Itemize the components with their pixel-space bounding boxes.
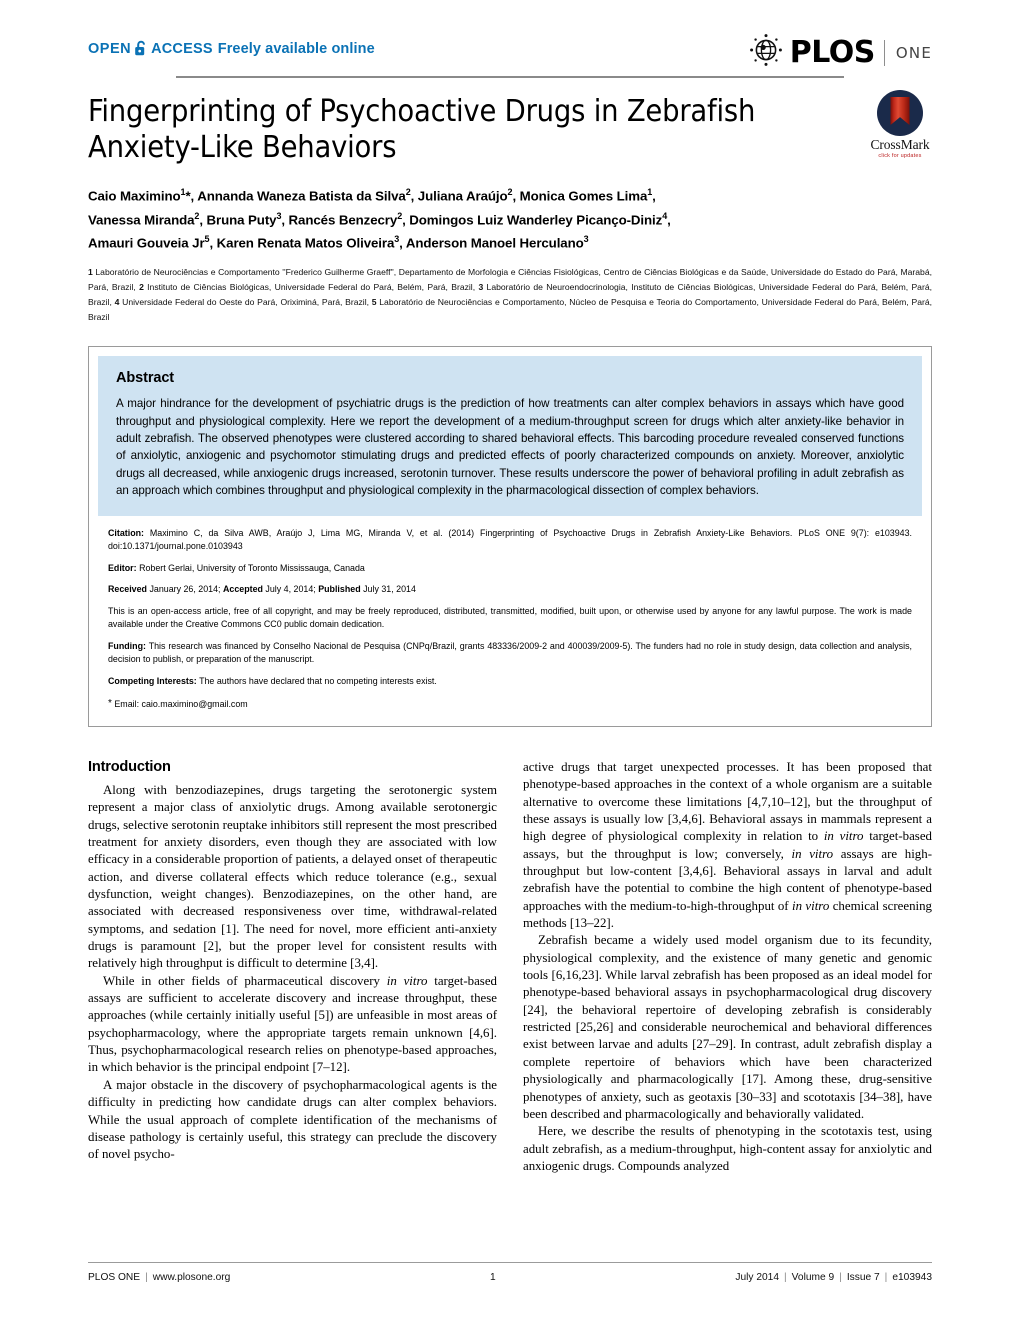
received-label: Received [108, 584, 147, 595]
abstract-box [98, 356, 922, 515]
published-label: Published [318, 584, 361, 595]
paragraph: Along with benzodiazepines, drugs targeting the serotonergic system represent a major class of anxiolytic drugs. Among available serotonergic drugs, selective serotonin reuptake inhibitors still represent the most prescribed treatment for anxiety disorders, even though they are associated with low efficacy in a considerable proportion of patients, a delayed onset of therapeutic action, and diverse collateral effects which reduce tolerance (e.g., sexual dysfunction, weight changes). Benzodiazepines, on the other hand, are associated with decreased responsiveness over time, withdrawal-related symptoms, and sedation [1]. The need for novel, more efficient anti-anxiety drugs is paramount [2], but the proper level for consistent results with relatively high throughput is difficult to determine [3,4]. [88, 782, 497, 971]
crossmark-subtitle: click for updates [878, 153, 922, 159]
freely-available-label: Freely available online [217, 41, 375, 57]
author-list [88, 185, 932, 255]
footer-separator: | [839, 1272, 842, 1283]
plos-globe-icon [749, 33, 783, 72]
crossmark-icon [877, 90, 923, 136]
editor-line [108, 562, 912, 576]
crossmark-badge[interactable] [858, 90, 942, 159]
competing-label: Competing Interests: [108, 675, 197, 686]
footer-eid: e103943 [892, 1272, 932, 1283]
article-metadata [89, 516, 931, 726]
footer-rule [88, 1262, 932, 1263]
open-lock-icon [134, 40, 148, 60]
funding-text: This research was financed by Conselho Nacional de Pesquisa (CNPq/Brazil, grants 483336/2009-2 and 400039/2009-5). The funders had no role in study design, data collection and analysis, decision to publish, or preparation of the manuscript. [108, 640, 912, 665]
crossmark-name: CrossMark [870, 137, 930, 152]
footer-separator: | [784, 1272, 787, 1283]
footer-page-number: 1 [490, 1272, 496, 1283]
footer-separator: | [884, 1272, 888, 1283]
open-access-open-label: OPEN [88, 41, 132, 57]
plos-one-logo [749, 33, 932, 72]
footer-volume: Volume 9 [791, 1272, 835, 1283]
editor-label: Editor: [108, 562, 137, 573]
plos-wordmark: PLOS [789, 34, 875, 70]
accepted-date: July 4, 2014; [265, 584, 316, 595]
logo-divider [884, 40, 885, 66]
author-line: Vanessa Miranda$^2$, Bruna Puty$^3$, Rancés Benzecry$^2$, Domingos Luiz Wanderley Picanço-Diniz$^4$, [88, 210, 671, 228]
author-line: Amauri Gouveia Jr$^5$, Karen Renata Matos Oliveira$^3$, Anderson Manoel Herculano$^3$ [88, 233, 589, 251]
paragraph: active drugs that target unexpected processes. It has been proposed that phenotype-based approaches in the context of a whole organism are a suitable alternative to overcome these limitations [4,7,10–12], but the throughput of these assays is usually low [3,4,6]. Behavioral assays in mammals represent a high degree of physiological complexity in relation to in vitro target-based assays, but the throughput is low; conversely, in vitro assays are high-throughput but low-content [3,4,6]. Behavioral assays in larval and adult zebrafish have the potential to combine the high content of phenotype-based approaches with the medium-to-high-throughput of in vitro chemical screening methods [13–22]. [523, 759, 932, 931]
citation-line [108, 527, 912, 554]
page-footer [88, 1262, 932, 1283]
footer-issue-info [735, 1272, 932, 1283]
section-heading-introduction: Introduction [88, 758, 171, 775]
email-value[interactable]: caio.maximino@gmail.com [141, 699, 248, 710]
paragraph: A major obstacle in the discovery of psychopharmacological agents is the difficulty in predicting how candidate drugs can alter complex behaviors. While the usual approach of complete identification of the mechanisms of disease pathology is certainly useful, this strategy can preclude the discovery of novel psycho- [88, 1077, 497, 1162]
body-columns [88, 759, 932, 1175]
email-asterisk: * [108, 698, 112, 710]
editor-text: Robert Gerlai, University of Toronto Mississauga, Canada [139, 562, 365, 573]
received-date: January 26, 2014; [149, 584, 221, 595]
plos-one-label: ONE [895, 43, 932, 62]
affiliations: 1 Laboratório de Neurociências e Comportamento ''Frederico Guilherme Graeff'', Departamento de Morfologia e Ciências Fisiológicas, Centro de Ciências Biológicas e da Saúde, Universidade do Estado do Pará, Marabá, Pará, Brazil, 2 Instituto de Ciências Biológicas, Universidade Federal do Pará, Belém, Pará, Brazil, 3 Laboratório de Neuroendocrinologia, Instituto de Ciências Biológicas, Universidade Federal do Pará, Belém, Pará, Brazil, 4 Universidade Federal do Oeste do Pará, Oriximiná, Pará, Brazil, 5 Laboratório de Neurociências e Comportamento, Núcleo de Pesquisa e Teoria do Comportamento, Universidade Federal do Pará, Belém, Pará, Brazil [88, 267, 933, 322]
abstract-text: A major hindrance for the development of psychiatric drugs is the prediction of how treatments can alter complex behaviors in assays which have good throughput and physiological complexity. Here we report the development of a medium-throughput screen for drugs which alter anxiety-like behavior in adult zebrafish. The observed phenotypes were clustered according to shared behavioral effects. This barcoding procedure revealed conserved functions of anxiolytic, anxiogenic and psychomotor stimulating drugs and predicted effects of poorly characterized compounds on anxiety. Moreover, anxiolytic drugs all decreased, while anxiogenic drugs increased, serotonin turnover. These results underscore the power of behavioral profiling in adult zebrafish as an approach which combines throughput and physiological complexity in the pharmacological dissection of complex behaviors. [116, 397, 904, 498]
paragraph: While in other fields of pharmaceutical discovery in vitro target-based assays are sufficient to accelerate discovery and increase throughput, these approaches (while certainly initially useful [5]) are unfeasible in most areas of psychopharmacology, where the appropriate targets remain unknown [4,6]. Thus, psychopharmacological research relies on phenotype-based approaches, in which behavior is the principal endpoint [7–12]. [88, 973, 497, 1075]
body-column-right [523, 759, 932, 1175]
abstract-panel [88, 346, 932, 727]
funding-label: Funding: [108, 640, 146, 651]
dates-line [108, 583, 912, 597]
copyright-text: This is an open-access article, free of all copyright, and may be freely reproduced, distributed, transmitted, modified, built upon, or otherwise used by anyone for any lawful purpose. The work is made available under the Creative Commons CC0 public domain dedication. [108, 605, 912, 630]
paragraph: Zebrafish became a widely used model organism due to its fecundity, physiological complexity, and the existence of many genetic and genomic tools [6,16,23]. While larval zebrafish has been proposed as an ideal model for phenotype-based behavioral assays in psychopharmacological drug discovery [24], the behavioral repertoire of developing zebrafish is considerably restricted [25,26] and considerable neurochemical and behavioral differences exist between larvae and adults [27–29]. In contrast, adult zebrafish display a complete repertoire of behaviors which have been characterized physiologically and pharmacologically [17]. Among these, drug-sensitive phenotypes of anxiety, such as geotaxis [30–33] and scototaxis [34–38], have been described and pharmacologically and behaviorally validated. [523, 933, 932, 1121]
footer-site-url[interactable]: www.plosone.org [152, 1272, 231, 1283]
article-title: Fingerprinting of Psychoactive Drugs in Zebrafish Anxiety-Like Behaviors [88, 94, 756, 165]
footer-journal-info [88, 1272, 230, 1283]
abstract-heading: Abstract [116, 370, 175, 387]
funding-line [108, 640, 912, 667]
accepted-label: Accepted [222, 584, 263, 595]
corresponding-email-line [108, 696, 912, 712]
competing-text: The authors have declared that no competing interests exist. [199, 675, 437, 686]
header-rule [176, 76, 844, 78]
footer-row [88, 1272, 932, 1283]
author-line: Caio Maximino$^1$*, Annanda Waneza Batista da Silva$^2$, Juliana Araújo$^2$, Monica Gomes Lima$^1$, [88, 187, 656, 204]
email-label: Email: [114, 699, 140, 710]
citation-label: Citation: [108, 527, 144, 538]
footer-journal-name: PLOS ONE [88, 1272, 141, 1283]
body-column-left [88, 759, 497, 1175]
open-access-banner [88, 40, 375, 60]
page-header [88, 0, 932, 82]
paragraph: Here, we describe the results of phenotyping in the scototaxis test, using adult zebrafish, as a medium-throughput, high-content assay for anxiolytic and anxiogenic drugs. Compounds analyzed [523, 1124, 932, 1173]
footer-date: July 2014 [735, 1272, 780, 1283]
citation-text: Maximino C, da Silva AWB, Araújo J, Lima MG, Miranda V, et al. (2014) Fingerprinting of Psychoactive Drugs in Zebrafish Anxiety-Like Behaviors. PLoS ONE 9(7): e103943. doi:10.1371/journal.pone.0103943 [108, 527, 913, 552]
footer-issue: Issue 7 [846, 1272, 880, 1283]
footer-separator: | [145, 1272, 148, 1283]
published-date: July 31, 2014 [363, 584, 416, 595]
competing-line [108, 675, 912, 689]
open-access-access-label: ACCESS [151, 41, 213, 57]
